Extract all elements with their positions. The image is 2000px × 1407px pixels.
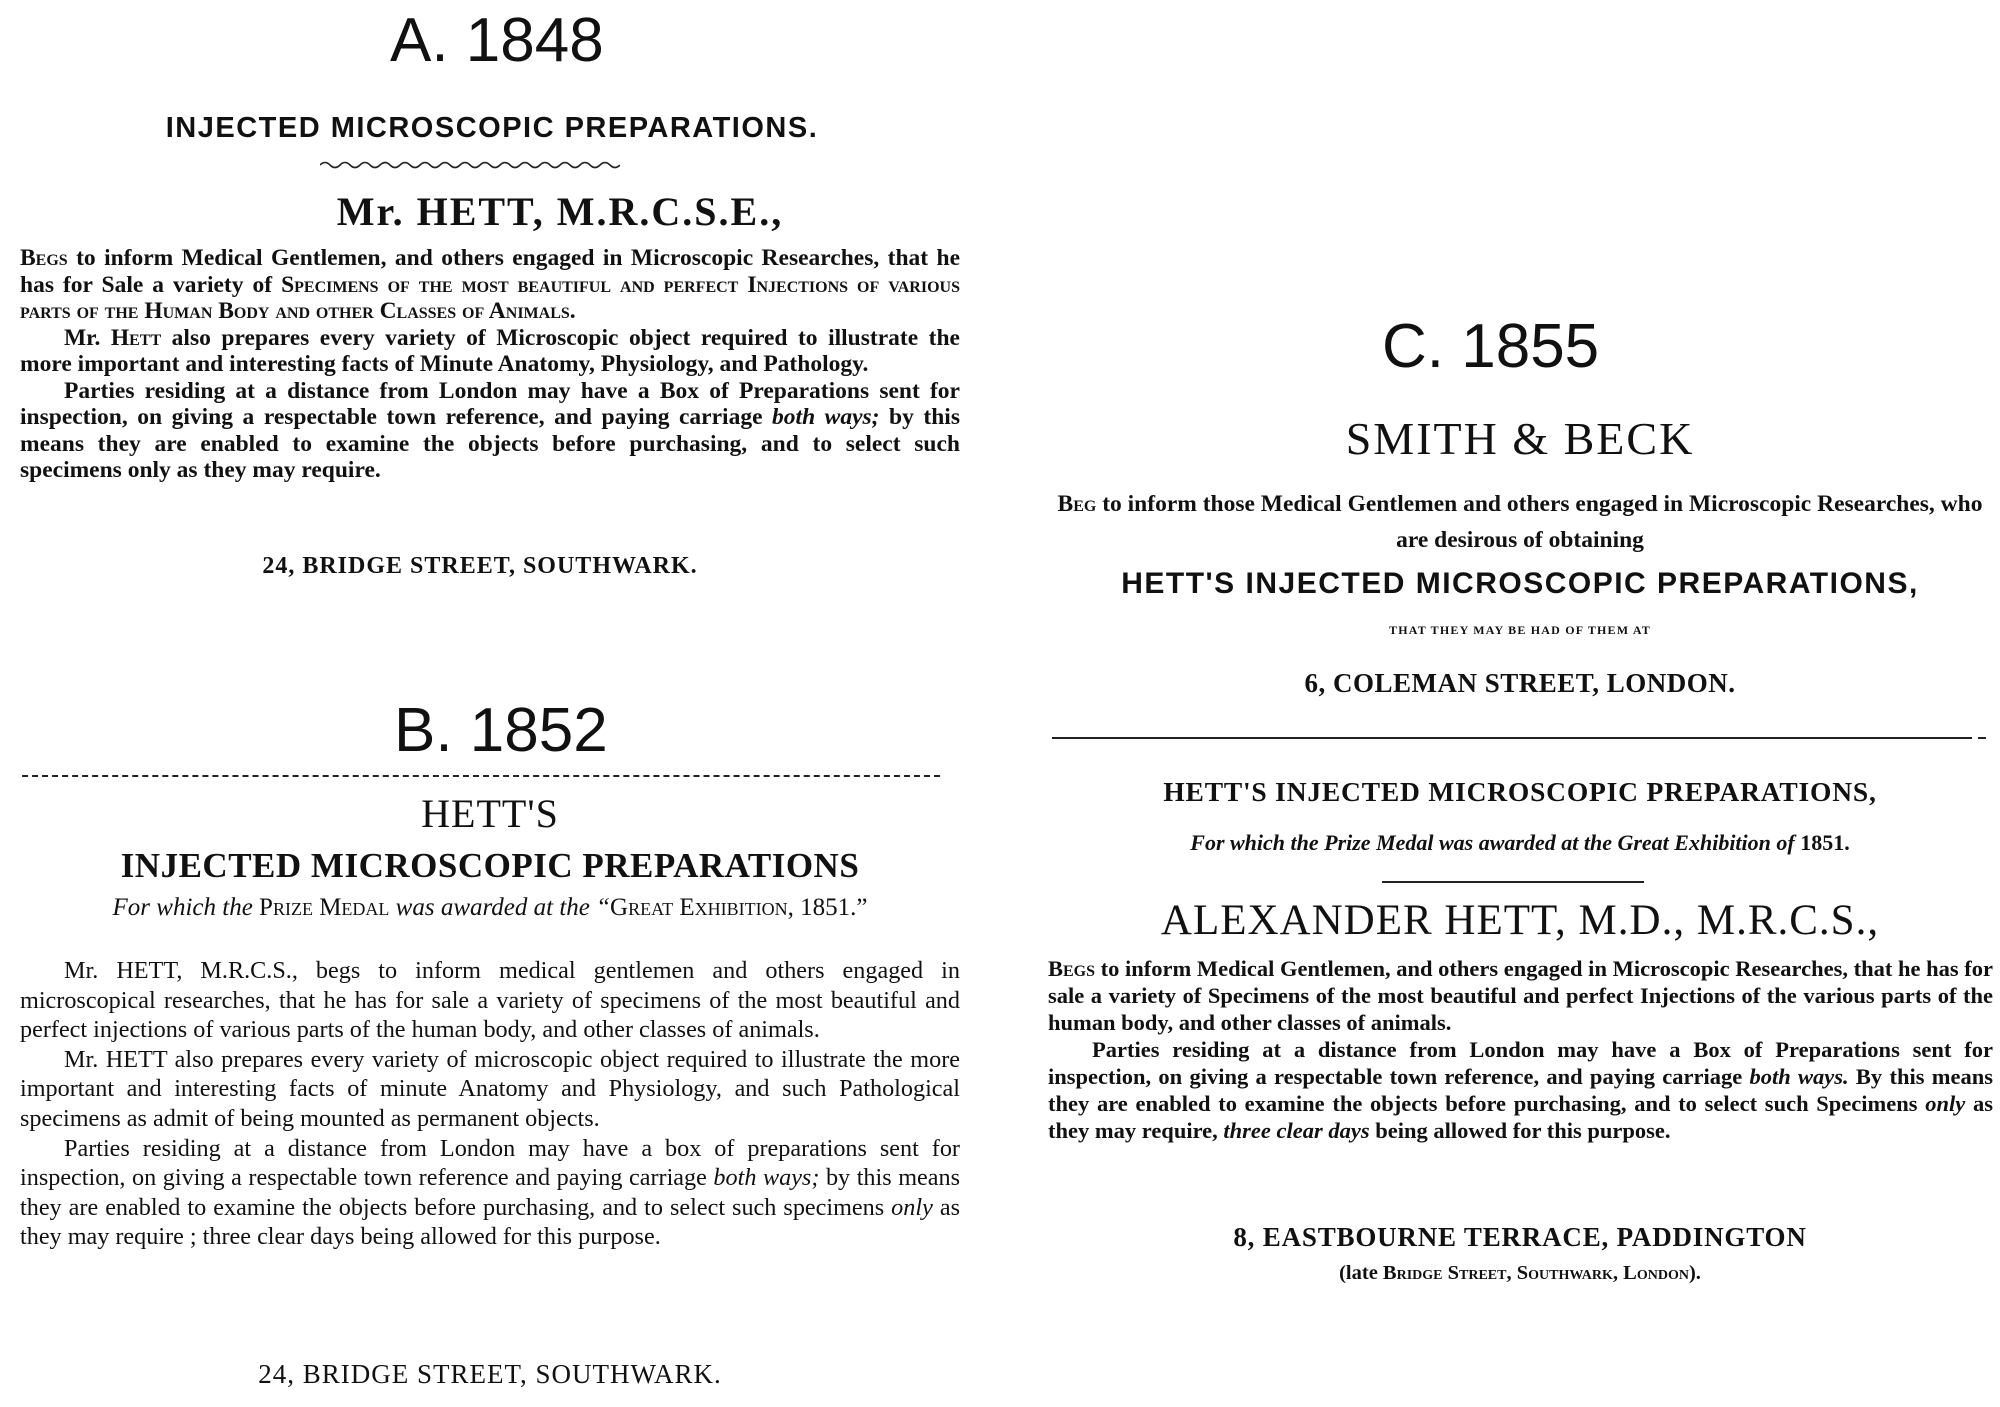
panel-b-para3-italic-2: only bbox=[891, 1193, 933, 1221]
panel-a-address: 24, BRIDGE STREET, SOUTHWARK. bbox=[262, 553, 698, 579]
panel-a-paragraph-3 bbox=[20, 378, 960, 484]
panel-c-late-address bbox=[1040, 1262, 2000, 1285]
panel-c-paragraph-1 bbox=[1048, 955, 1993, 1036]
panel-c-late-open: (late bbox=[1339, 1262, 1383, 1284]
panel-b-subtitle-b: was awarded at the “ bbox=[389, 894, 611, 921]
panel-c-intro bbox=[1040, 486, 2000, 558]
panel-a-wavy-rule bbox=[320, 160, 620, 170]
panel-a-paragraph-2 bbox=[20, 325, 960, 378]
panel-c-address-coleman: 6, COLEMAN STREET, LONDON. bbox=[1304, 668, 1736, 698]
panel-c-para2-italic-2: only bbox=[1925, 1091, 1966, 1116]
panel-a-paragraph-1 bbox=[20, 245, 960, 325]
panel-c-small-line: THAT THEY MAY BE HAD OF THEM AT bbox=[1388, 623, 1652, 637]
panel-b-subtitle-a: For which the bbox=[112, 894, 260, 921]
panel-c-para2-italic-1: both ways. bbox=[1749, 1064, 1849, 1089]
panel-a-para3-italic: both ways; bbox=[772, 404, 880, 430]
panel-b-title: HETT'S bbox=[421, 791, 559, 836]
panel-c-name: ALEXANDER HETT, M.D., M.R.C.S., bbox=[1160, 897, 1880, 944]
panel-c-late-close: ). bbox=[1688, 1262, 1701, 1284]
panel-b-paragraph-1: Mr. HETT, M.R.C.S., begs to inform medical gentlemen and others engaged in microscopical researches, that he has for sale a variety of specimens of the most beautiful and perfect injections of various parts of the human body, and other classes of animals. bbox=[20, 957, 960, 1044]
panel-c-address-eastbourne: 8, EASTBOURNE TERRACE, PADDINGTON bbox=[1233, 1222, 1807, 1252]
panel-a-para1-caps: Specimens of the most beautiful and perfect Injections of various parts of the Human Body and other Classes of Animals. bbox=[20, 271, 960, 324]
panel-b-label: B. 1852 bbox=[394, 696, 608, 765]
panel-b-heading: INJECTED MICROSCOPIC PREPARATIONS bbox=[120, 846, 860, 885]
panel-c-prize-year: 1851. bbox=[1794, 830, 1850, 855]
panel-c-heading: HETT'S INJECTED MICROSCOPIC PREPARATIONS, bbox=[1121, 567, 1919, 600]
panel-a-heading: INJECTED MICROSCOPIC PREPARATIONS. bbox=[165, 112, 819, 144]
panel-b-top-rule bbox=[22, 775, 940, 777]
panel-c-paragraph-2 bbox=[1048, 1036, 1993, 1144]
panel-a-para2-name: Hett bbox=[110, 324, 162, 351]
panel-a-para3-b: by this means they are enabled to examine the objects before purchasing, and to select such specimens only as they may require. bbox=[20, 404, 960, 483]
panel-b-paragraph-3 bbox=[20, 1134, 960, 1252]
panel-b-para3-c: as they may require ; three clear days being allowed for this purpose. bbox=[20, 1193, 960, 1251]
panel-c-para2-c: as they may require, bbox=[1048, 1091, 1993, 1143]
panel-a-para2-text: also prepares every variety of Microscopic object required to illustrate the more important and interesting facts of Minute Anatomy, Physiology, and Pathology. bbox=[20, 324, 960, 377]
panel-b-para3-a: Parties residing at a distance from London may have a box of preparations sent for inspection, on giving a respectable town reference and paying carriage bbox=[20, 1134, 960, 1192]
panel-c-label: C. 1855 bbox=[1382, 312, 1600, 381]
panel-c-late-caps: Bridge Street, Southwark, London bbox=[1382, 1262, 1689, 1284]
panel-b-great-exhibition: Great Exhibition bbox=[610, 894, 788, 921]
panel-c-divider-rule bbox=[1052, 737, 1972, 739]
panel-c-prize-italic: For which the Prize Medal was awarded at the Great Exhibition of bbox=[1190, 830, 1795, 855]
panel-a-title: Mr. HETT, M.R.C.S.E., bbox=[336, 189, 784, 234]
panel-b-address: 24, BRIDGE STREET, SOUTHWARK. bbox=[258, 1359, 722, 1389]
panel-c-para2-b: By this means they are enabled to examine the objects before purchasing, and to select such Specimens bbox=[1048, 1064, 1993, 1116]
panel-c-begs: Begs bbox=[1048, 956, 1096, 981]
panel-c-para1-text: to inform Medical Gentlemen, and others engaged in Microscopic Researches, that he has for sale a variety of Specimens of the most beautiful and perfect Injections of the various parts of the human body, and other classes of animals. bbox=[1048, 956, 1993, 1035]
panel-c-para2-italic-3: three clear days bbox=[1223, 1118, 1370, 1143]
panel-a-para2-start: Mr. bbox=[64, 324, 111, 351]
panel-a-body bbox=[20, 245, 960, 484]
panel-c-short-rule bbox=[1382, 881, 1644, 883]
panel-a-label: A. 1848 bbox=[390, 6, 604, 75]
panel-c-intro-text: to inform those Medical Gentlemen and others engaged in Microscopic Researches, who are desirous of obtaining bbox=[1096, 491, 1983, 553]
panel-a-begs: Begs bbox=[20, 245, 68, 271]
panel-c-para2-d: being allowed for this purpose. bbox=[1369, 1118, 1671, 1143]
panel-b-subtitle bbox=[20, 893, 960, 922]
panel-b-para3-b: by this means they are enabled to examine the objects before purchasing, and to select such specimens bbox=[20, 1164, 960, 1221]
panel-c-para2-a: Parties residing at a distance from London may have a Box of Preparations sent for inspection, on giving a respectable town reference, and paying carriage bbox=[1048, 1037, 1993, 1089]
panel-c-body bbox=[1048, 955, 1993, 1144]
panel-c-divider-rule-tail bbox=[1978, 737, 1986, 739]
panel-a-para1-text: to inform Medical Gentlemen, and others engaged in Microscopic Researches, that he has for Sale a variety of bbox=[20, 245, 960, 298]
panel-b-paragraph-2: Mr. HETT also prepares every variety of microscopic object required to illustrate the more important and interesting facts of minute Anatomy and Physiology, and such Pathological specimens as admit of being mounted as permanent objects. bbox=[20, 1045, 960, 1132]
panel-b-subtitle-c: , 1851.” bbox=[787, 894, 868, 921]
panel-b-prize-medal: Prize Medal bbox=[259, 894, 390, 921]
panel-c-beg: Beg bbox=[1057, 491, 1097, 517]
panel-c-title: SMITH & BECK bbox=[1345, 413, 1695, 464]
panel-c-prize-line bbox=[1040, 830, 2000, 856]
panel-a-para3-a: Parties residing at a distance from London may have a Box of Preparations sent for inspection, on giving a respectable town reference, and paying carriage bbox=[20, 377, 960, 430]
panel-c-heading-2: HETT'S INJECTED MICROSCOPIC PREPARATIONS, bbox=[1163, 776, 1877, 807]
panel-b-para3-italic-1: both ways; bbox=[713, 1164, 820, 1192]
panel-b-body bbox=[20, 956, 960, 1252]
